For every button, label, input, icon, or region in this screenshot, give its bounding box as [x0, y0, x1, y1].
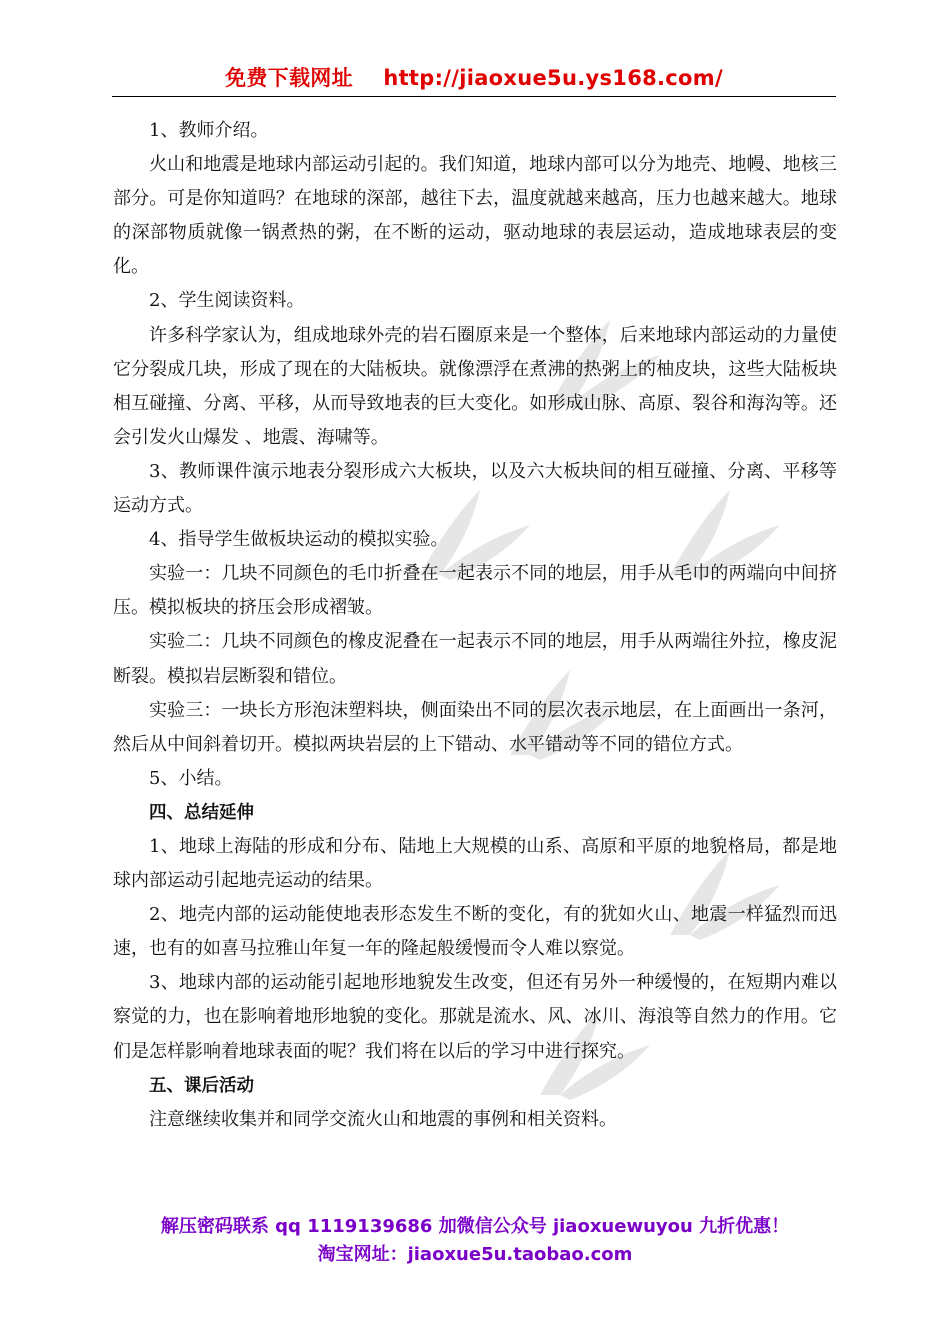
- paragraph: 实验一：几块不同颜色的毛巾折叠在一起表示不同的地层，用手从毛巾的两端向中间挤压。模拟板块的挤压会形成褶皱。: [113, 563, 837, 619]
- paragraph: 火山和地震是地球内部运动引起的。我们知道，地球内部可以分为地壳、地幔、地核三部分。可是你知道吗？在地球的深部，越往下去，温度就越来越高，压力也越来越大。地球的深部物质就像一锅煮热的粥，在不断的运动，驱动地球的表层运动，造成地球表层的变化。: [113, 154, 837, 278]
- paragraph: 3、教师课件演示地表分裂形成六大板块，以及六大板块间的相互碰撞、分离、平移等运动方式。: [113, 460, 837, 517]
- paragraph: 1、地球上海陆的形成和分布、陆地上大规模的山系、高原和平原的地貌格局，都是地球内部运动引起地壳运动的结果。: [113, 835, 837, 892]
- header-download-link[interactable]: 免费下载网址 http://jiaoxue5u.ys168.com/: [225, 66, 723, 90]
- page-header: [112, 62, 836, 97]
- paragraph: 实验三：一块长方形泡沫塑料块，侧面染出不同的层次表示地层，在上面画出一条河，然后从中间斜着切开。模拟两块岩层的上下错动、水平错动等不同的错位方式。: [113, 699, 837, 755]
- footer-taobao-line[interactable]: 淘宝网址：jiaoxue5u.taobao.com: [317, 1244, 633, 1265]
- paragraph: 2、地壳内部的运动能使地表形态发生不断的变化，有的犹如火山、地震一样猛烈而迅速，也有的如喜马拉雅山年复一年的隆起般缓慢而令人难以察觉。: [113, 904, 837, 960]
- paragraph: 2、学生阅读资料。: [149, 290, 305, 312]
- paragraph: 注意继续收集并和同学交流火山和地震的事例和相关资料。: [149, 1108, 617, 1130]
- paragraph: 许多科学家认为，组成地球外壳的岩石圈原来是一个整体，后来地球内部运动的力量使它分裂成几块，形成了现在的大陆板块。就像漂浮在煮沸的热粥上的柚皮块，这些大陆板块相互碰撞、分离、平移，从而导致地表的巨大变化。如形成山脉、高原、裂谷和海沟等。还会引发火山爆发 、地震、海啸等。: [113, 324, 837, 448]
- paragraph: 1、教师介绍。: [149, 120, 269, 141]
- paragraph: 5、小结。: [149, 767, 233, 789]
- section-heading: 五、课后活动: [149, 1075, 254, 1096]
- paragraph: 实验二：几块不同颜色的橡皮泥叠在一起表示不同的地层，用手从两端往外拉，橡皮泥断裂。模拟岩层断裂和错位。: [113, 631, 837, 687]
- paragraph: 4、指导学生做板块运动的模拟实验。: [149, 529, 449, 551]
- section-heading: 四、总结延伸: [149, 802, 254, 823]
- document-body: [113, 114, 837, 1137]
- footer-contact-line: 解压密码联系 qq 1119139686 加微信公众号 jiaoxuewuyou 九折优惠！: [160, 1216, 790, 1237]
- paragraph: 3、地球内部的运动能引起地形地貌发生改变，但还有另外一种缓慢的，在短期内难以察觉的力，也在影响着地形地貌的变化。那就是流水、风、冰川、海浪等自然力的作用。它们是怎样影响着地球表面的呢？我们将在以后的学习中进行探究。: [113, 972, 837, 1062]
